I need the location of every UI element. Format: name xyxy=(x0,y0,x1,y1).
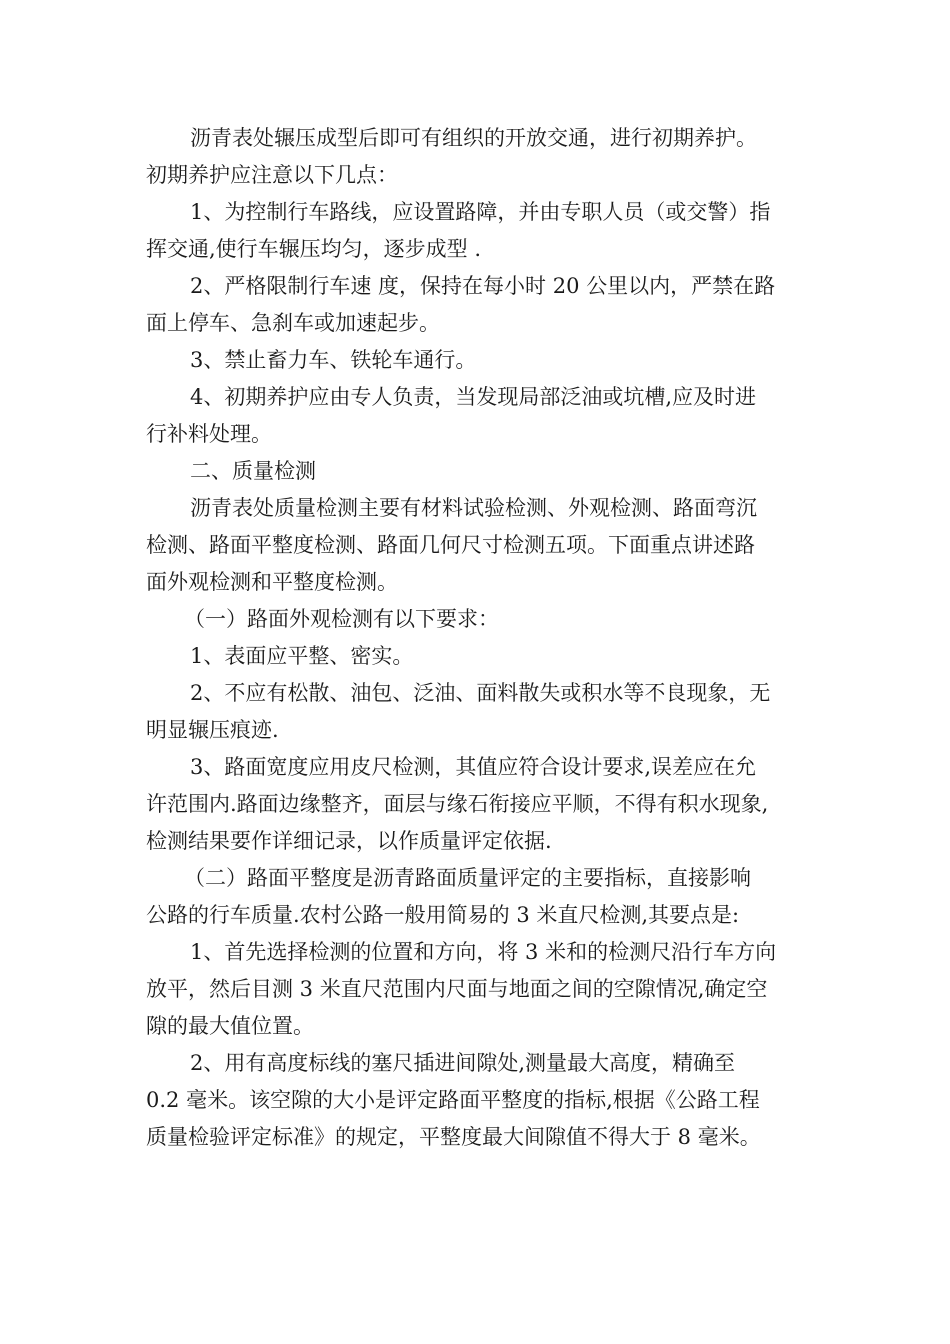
text-line: 挥交通,使行车辗压均匀，逐步成型 . xyxy=(146,237,482,261)
section-heading: 二、质量检测 xyxy=(190,459,316,483)
document-body xyxy=(146,120,808,1156)
subsection-heading: （一）路面外观检测有以下要求： xyxy=(184,607,499,631)
text-line: 明显辗压痕迹. xyxy=(146,718,279,742)
text-line: 沥青表处辗压成型后即可有组织的开放交通，进行初期养护。 xyxy=(190,126,757,150)
text-line: 2、不应有松散、油包、泛油、面料散失或积水等不良现象，无 xyxy=(190,681,771,705)
text-line: 质量检验评定标准》的规定，平整度最大间隙值不得大于 8 毫米。 xyxy=(146,1125,761,1149)
text-line: 沥青表处质量检测主要有材料试验检测、外观检测、路面弯沉 xyxy=(190,496,757,520)
text-line: 行补料处理。 xyxy=(146,422,272,446)
subsection-heading: （二）路面平整度是沥青路面质量评定的主要指标，直接影响 xyxy=(184,866,751,890)
text-line: 0.2 毫米。该空隙的大小是评定路面平整度的指标,根据《公路工程 xyxy=(146,1088,760,1112)
text-line: 1、为控制行车路线，应设置路障，并由专职人员（或交警）指 xyxy=(190,200,771,224)
text-line: 面上停车、急刹车或加速起步。 xyxy=(146,311,440,335)
text-line: 面外观检测和平整度检测。 xyxy=(146,570,398,594)
text-line: 2、用有高度标线的塞尺插进间隙处,测量最大高度，精确至 xyxy=(190,1051,736,1075)
text-line: 检测、路面平整度检测、路面几何尺寸检测五项。下面重点讲述路 xyxy=(146,533,755,557)
text-line: 3、禁止畜力车、铁轮车通行。 xyxy=(190,348,477,372)
text-line: 隙的最大值位置。 xyxy=(146,1014,314,1038)
text-line: 放平，然后目测 3 米直尺范围内尺面与地面之间的空隙情况,确定空 xyxy=(146,977,768,1001)
text-line: 许范围内.路面边缘整齐，面层与缘石衔接应平顺，不得有积水现象, xyxy=(146,792,769,816)
text-line: 检测结果要作详细记录，以作质量评定依据. xyxy=(146,829,552,853)
text-line: 1、表面应平整、密实。 xyxy=(190,644,414,668)
text-line: 1、首先选择检测的位置和方向，将 3 米和的检测尺沿行车方向 xyxy=(190,940,777,964)
text-line: 初期养护应注意以下几点： xyxy=(146,163,398,187)
text-line: 3、路面宽度应用皮尺检测，其值应符合设计要求,误差应在允 xyxy=(190,755,757,779)
text-line: 2、严格限制行车速 度，保持在每小时 20 公里以内，严禁在路 xyxy=(190,274,776,298)
text-line: 公路的行车质量.农村公路一般用简易的 3 米直尺检测,其要点是: xyxy=(146,903,740,927)
text-line: 4、初期养护应由专人负责，当发现局部泛油或坑槽,应及时进 xyxy=(190,385,757,409)
